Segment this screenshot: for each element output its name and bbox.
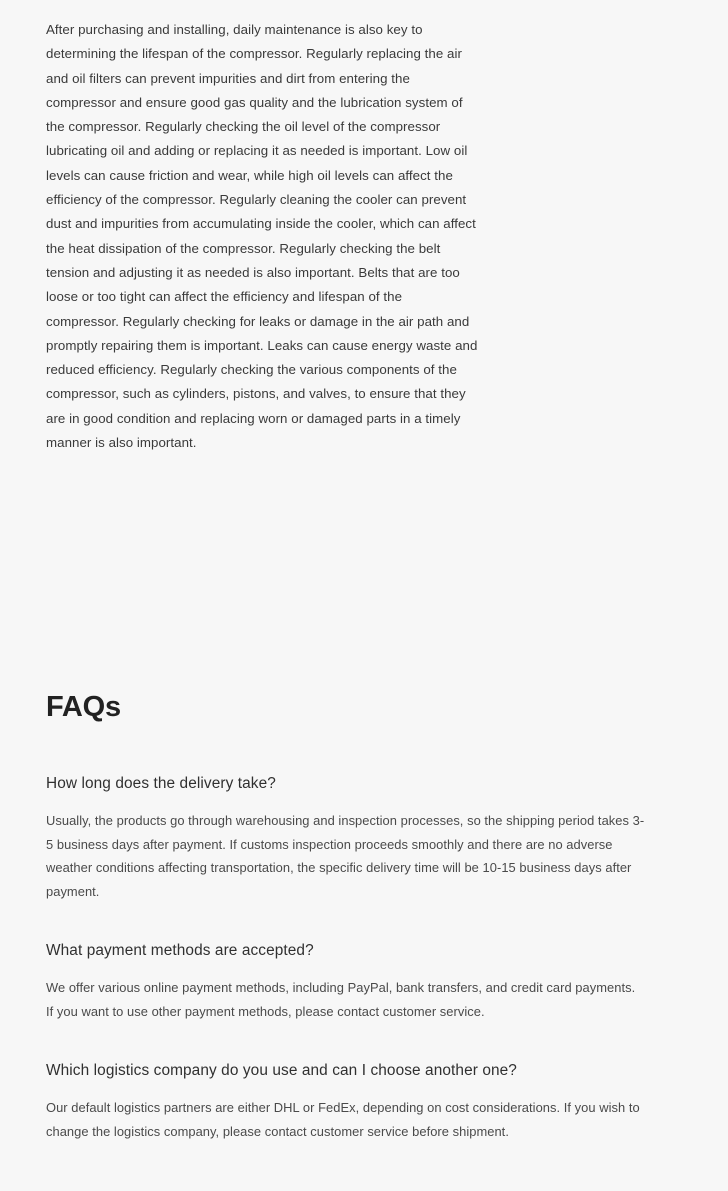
faq-section: [46, 690, 646, 1143]
faq-answer-delivery-time: Usually, the products go through warehousing and inspection processes, so the shipping period takes 3-5 business days after payment. If customs inspection proceeds smoothly and there are no adverse weather conditions affecting transportation, the specific delivery time will be 10-15 business days after payment.: [46, 813, 645, 899]
faq-question-payment-methods[interactable]: What payment methods are accepted?: [46, 942, 314, 959]
maintenance-intro-block: [46, 18, 478, 455]
faq-answer-logistics-company: Our default logistics partners are either DHL or FedEx, depending on cost considerations. If you wish to change the logistics company, please contact customer service before shipment.: [46, 1100, 640, 1139]
faq-question-logistics-company[interactable]: Which logistics company do you use and can I choose another one?: [46, 1062, 517, 1079]
faq-question-delivery-time[interactable]: How long does the delivery take?: [46, 775, 276, 792]
maintenance-paragraph: After purchasing and installing, daily maintenance is also key to determining the lifespan of the compressor. Regularly replacing the air and oil filters can prevent impurities and dirt from entering the compressor and ensure good gas quality and the lubrication system of the compressor. Regularly checking the oil level of the compressor lubricating oil and adding or replacing it as needed is important. Low oil levels can cause friction and wear, while high oil levels can affect the efficiency of the compressor. Regularly cleaning the cooler can prevent dust and impurities from accumulating inside the cooler, which can affect the heat dissipation of the compressor. Regularly checking the belt tension and adjusting it as needed is also important. Belts that are too loose or too tight can affect the efficiency and lifespan of the compressor. Regularly checking for leaks or damage in the air path and promptly repairing them is important. Leaks can cause energy waste and reduced efficiency. Regularly checking the various components of the compressor, such as cylinders, pistons, and valves, to ensure that they are in good condition and replacing worn or damaged parts in a timely manner is also important.: [46, 22, 478, 451]
faq-item: [46, 1059, 646, 1143]
faq-item: [46, 939, 646, 1023]
faq-answer-payment-methods: We offer various online payment methods, including PayPal, bank transfers, and credit card payments. If you want to use other payment methods, please contact customer service.: [46, 980, 636, 1019]
faq-item: [46, 772, 646, 903]
faq-heading: FAQs: [46, 691, 121, 723]
